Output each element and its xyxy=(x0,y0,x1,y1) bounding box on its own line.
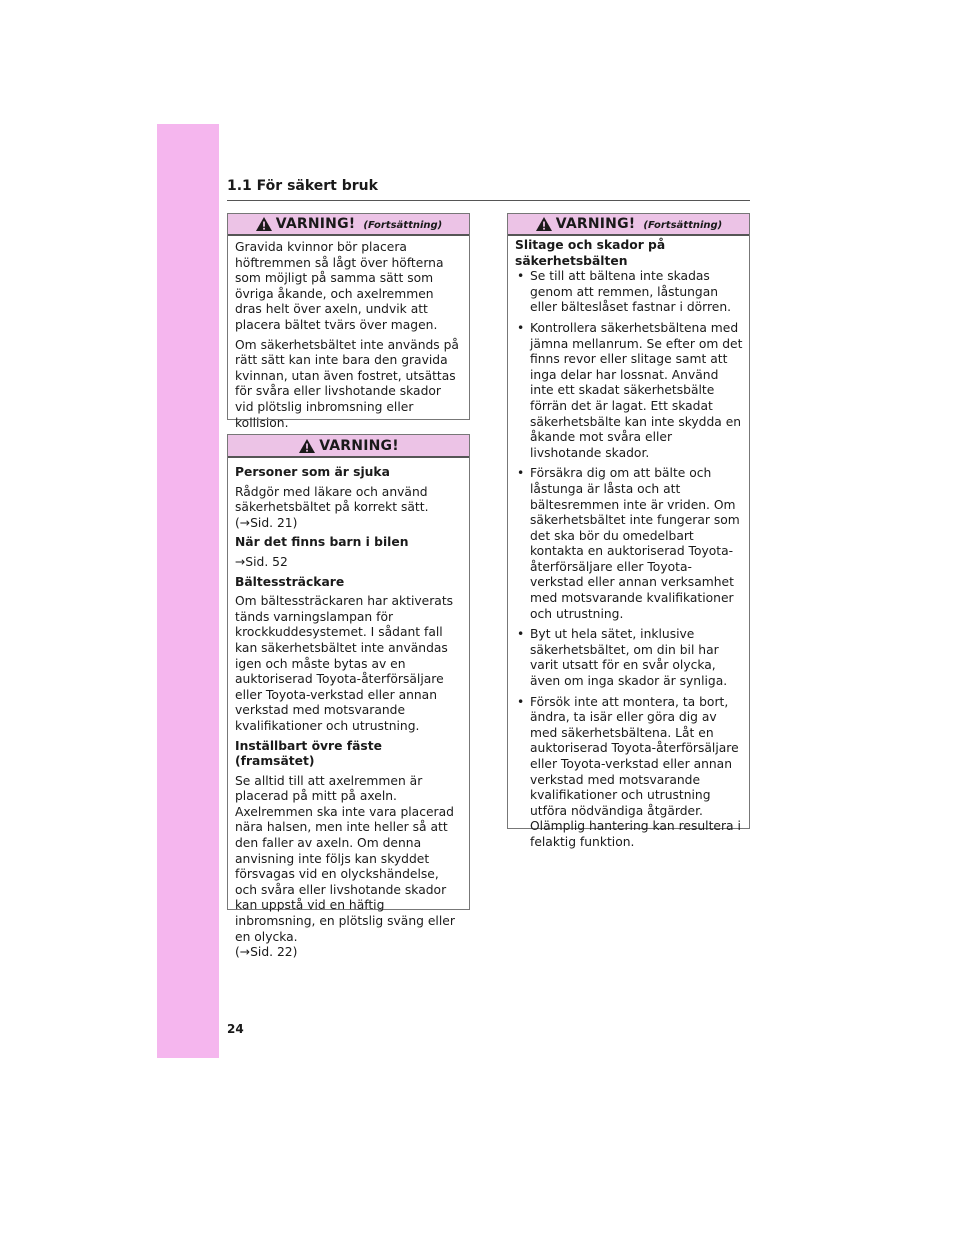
warning-header xyxy=(228,214,469,236)
bullet-list xyxy=(515,269,743,850)
chapter-sidebar-tab xyxy=(157,124,219,1058)
warning-triangle-icon xyxy=(255,216,273,232)
warning-body xyxy=(508,236,749,862)
section-title: 1.1 För säkert bruk xyxy=(227,178,378,194)
paragraph: Om säkerhetsbältet inte används på rätt sätt kan inte bara den gravida kvinnan, utan även fostret, utsättas för svåra eller livshotande skador vid plötslig inbromsning eller kollision. xyxy=(235,337,459,430)
list-item: • Byt ut hela sätet, inklusive säkerhetsbältet, om din bil har varit utsatt för en svår olycka, även om inga skador är synliga. xyxy=(515,627,743,689)
list-item: • Försök inte att montera, ta bort, ändra, ta isär eller göra dig av med säkerhetsbältena. Låt en auktoriserad Toyota-återförsäljare eller Toyota-verkstad eller annan verkstad med motsvarande kvalifikationer och utrustning utföra nödvändiga åtgärder. Olämplig hantering kan resultera i felaktig funktion. xyxy=(515,695,743,851)
paragraph-text: Se alltid till att axelremmen är placerad på mitt på axeln. Axelremmen ska inte vara placerad nära halsen, men inte heller så att den faller av axeln. Om denna anvisning inte följs kan skyddet försvagas vid en olyckshändelse, och svåra eller livshotande skador kan uppstå vid en häftig inbromsning, en plötslig sväng eller en olycka. xyxy=(235,773,455,944)
page-number: 24 xyxy=(227,1022,244,1036)
paragraph: Om bältessträckaren har aktiverats tänds varningslampan för krockkuddesystemet. I sådant fall kan säkerhetsbältet inte användas igen och måste bytas av en auktoriserad Toyota-återförsäljare eller Toyota-verkstad eller annan verkstad med motsvarande kvalifikationer och utrustning. xyxy=(235,594,454,733)
warning-box-continued-left xyxy=(227,213,470,430)
warning-header xyxy=(508,214,749,236)
subheading-adjustable-anchor: Inställbart övre fäste (framsätet) xyxy=(235,738,382,769)
warning-header xyxy=(228,435,469,458)
warning-label: VARNING! xyxy=(275,216,356,232)
paragraph-text: Rådgör med läkare och använd säkerhetsbältet på korrekt sätt. xyxy=(235,484,429,515)
continued-label: (Fortsättning) xyxy=(643,220,723,231)
page-reference: (→Sid. 21) xyxy=(235,515,298,530)
page-reference: →Sid. 52 xyxy=(235,554,288,569)
warning-box-left xyxy=(227,434,470,960)
list-item: • Försäkra dig om att bälte och låstunga är låsta och att bältesremmen inte är vriden. Om säkerhetsbältet inte fungerar som det ska bör du omedelbart kontakta en auktoriserad Toyota-återförsäljare eller Toyota-verkstad eller annan verksamhet med motsvarande kvalifikationer och utrustning. xyxy=(515,466,743,622)
paragraph: Gravida kvinnor bör placera höftremmen så lågt över höfterna som möjligt på samma sätt som övriga åkande, och axelremmen dras helt över axeln, undvik att placera bältet tvärs över magen. xyxy=(235,240,444,332)
continued-label: (Fortsättning) xyxy=(363,220,443,231)
page-reference: (→Sid. 22) xyxy=(235,945,298,960)
subheading-children: När det finns barn i bilen xyxy=(235,535,409,550)
subheading-wear-damage: Slitage och skador på säkerhetsbälten xyxy=(515,238,666,268)
paragraph xyxy=(235,774,463,961)
paragraph xyxy=(235,485,463,532)
warning-label: VARNING! xyxy=(555,216,636,232)
warning-body xyxy=(228,458,469,971)
list-item: • Kontrollera säkerhetsbältena med jämna mellanrum. Se efter om det finns revor eller slitage samt att inga delar har lossnat. Använd inte ett skadat säkerhetsbälte förrän det är lagat. Ett skadat säkerhetsbälte kan inte skydda en åkande mot svåra eller livshotande skador. xyxy=(515,321,743,461)
warning-body xyxy=(228,236,469,441)
section-divider xyxy=(227,200,750,201)
warning-box-continued-right xyxy=(507,213,750,849)
subheading-sick-persons: Personer som är sjuka xyxy=(235,465,390,479)
list-item: • Se till att bältena inte skadas genom att remmen, låstungan eller bälteslåset fastnar i dörren. xyxy=(515,269,743,316)
warning-triangle-icon xyxy=(535,216,553,232)
warning-triangle-icon xyxy=(298,438,316,454)
warning-label: VARNING! xyxy=(319,437,399,454)
subheading-pretensioner: Bältessträckare xyxy=(235,574,345,589)
